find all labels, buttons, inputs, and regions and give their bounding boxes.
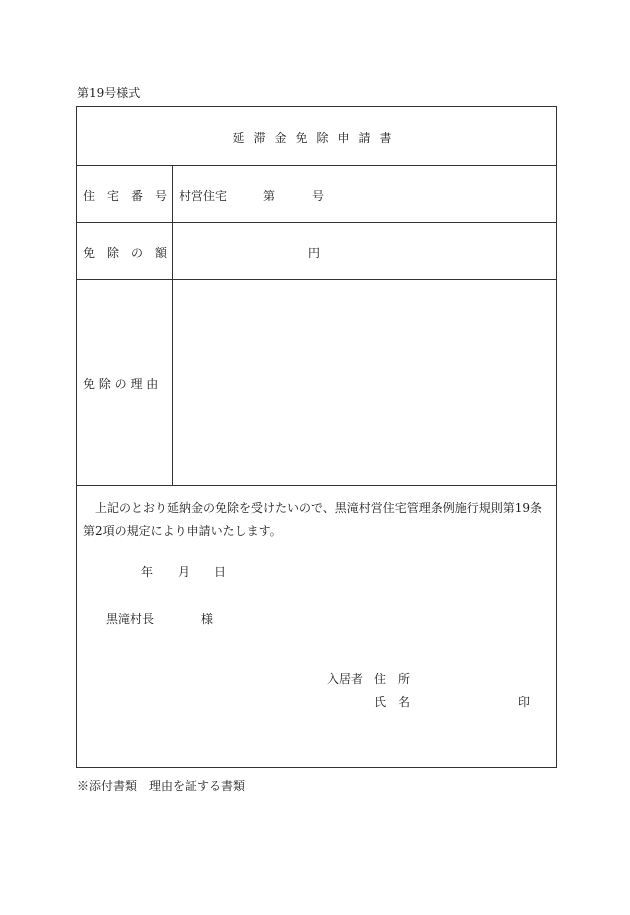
addressee-honorific: 様 bbox=[201, 612, 214, 626]
divider bbox=[77, 279, 556, 280]
exemption-amount-label: 免 除 の 額 bbox=[83, 246, 168, 260]
exemption-amount-input[interactable] bbox=[177, 228, 307, 274]
date-month: 月 bbox=[178, 565, 191, 579]
house-number-input[interactable] bbox=[277, 171, 307, 217]
divider bbox=[77, 222, 556, 223]
exemption-reason-label: 免 除 の 理 由 bbox=[83, 377, 159, 391]
application-form-table bbox=[76, 106, 557, 768]
applicant-role: 入居者 bbox=[327, 672, 364, 686]
seal-mark: 印 bbox=[518, 695, 531, 709]
date-year: 年 bbox=[141, 565, 154, 579]
divider bbox=[77, 165, 556, 166]
applicant-address-input[interactable] bbox=[422, 665, 542, 687]
house-number-mid: 第 bbox=[263, 189, 276, 203]
applicant-address-label: 住 所 bbox=[374, 672, 411, 686]
applicant-name-label: 氏 名 bbox=[374, 695, 411, 709]
addressee-name: 黒滝村長 bbox=[106, 612, 155, 626]
form-number-label: 第19号様式 bbox=[77, 86, 141, 100]
house-number-label: 住 宅 番 号 bbox=[83, 189, 168, 203]
applicant-name-input[interactable] bbox=[422, 688, 512, 710]
form-title: 延滞金免除申請書 bbox=[232, 131, 401, 145]
statement-text: 上記のとおり延納金の免除を受けたいので、黒滝村営住宅管理条例施行規則第19条第2項の規定により申請いたします。 bbox=[83, 501, 543, 538]
column-divider bbox=[172, 165, 173, 485]
date-day: 日 bbox=[214, 565, 227, 579]
amount-unit: 円 bbox=[308, 246, 321, 260]
house-number-suffix: 号 bbox=[312, 189, 325, 203]
attachment-note: ※添付書類 理由を証する書類 bbox=[77, 779, 246, 793]
exemption-reason-input[interactable] bbox=[177, 285, 552, 479]
house-number-prefix: 村営住宅 bbox=[179, 189, 228, 203]
statement-area bbox=[77, 485, 556, 767]
